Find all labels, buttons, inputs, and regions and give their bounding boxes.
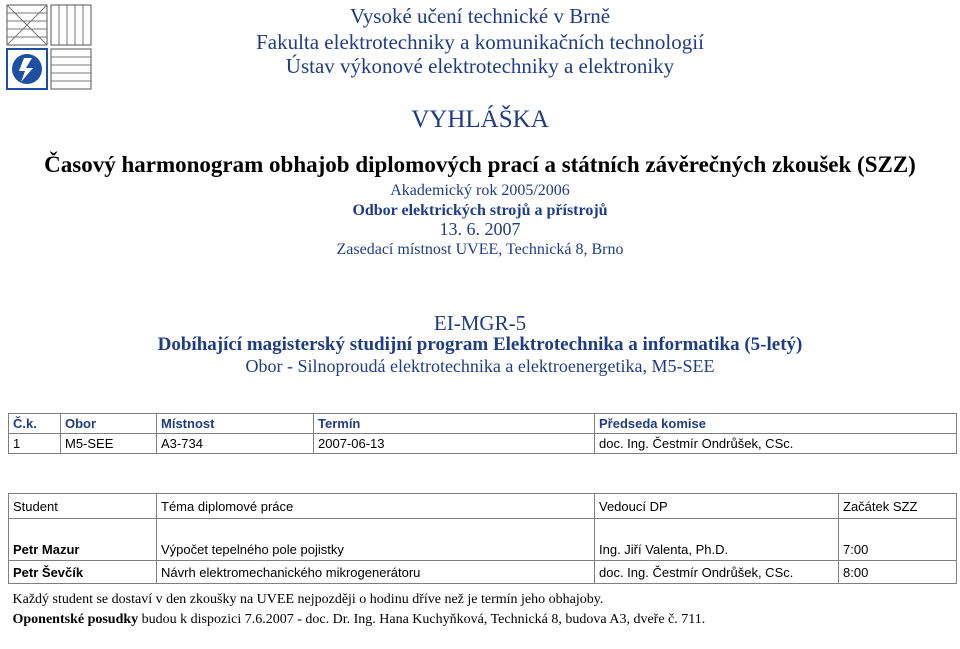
footer-reviews-label: Oponentské posudky (12, 612, 139, 627)
students-header-row (9, 494, 957, 519)
cell-topic: Výpočet tepelného pole pojistky (157, 539, 595, 561)
header-supervisor: Vedoucí DP (595, 494, 839, 519)
document-type: VYHLÁŠKA (411, 106, 549, 133)
program-name: Dobíhající magisterský studijní program Elektrotechnika a informatika (5-letý) (157, 334, 803, 355)
cell-supervisor: doc. Ing. Čestmír Ondrůšek, CSc. (595, 561, 839, 584)
table-row (9, 539, 957, 561)
academic-year: Akademický rok 2005/2006 (390, 182, 570, 199)
header-start: Začátek SZZ (839, 494, 957, 519)
header-termin: Termín (314, 414, 595, 434)
university-name: Vysoké učení technické v Brně (349, 4, 611, 28)
cell-supervisor: Ing. Jiří Valenta, Ph.D. (595, 539, 839, 561)
cell-topic: Návrh elektromechanického mikrogenerátoru (157, 561, 595, 584)
footer-reviews (13, 610, 957, 630)
students-table (8, 493, 957, 647)
exam-date: 13. 6. 2007 (439, 219, 521, 239)
spacer-cell (157, 519, 595, 540)
cell-obor: M5-SEE (61, 434, 157, 454)
spacer-cell (839, 519, 957, 540)
header-topic: Téma diplomové práce (157, 494, 595, 519)
header-obor: Obor (61, 414, 157, 434)
header-predseda: Předseda komise (595, 414, 957, 434)
exam-room: Zasedací místnost UVEE, Technická 8, Brno (336, 241, 624, 258)
cell-termin: 2007-06-13 (314, 434, 595, 454)
commission-row (9, 434, 957, 454)
cell-student: Petr Mazur (9, 539, 157, 561)
table-row (9, 561, 957, 584)
cell-ck: 1 (9, 434, 61, 454)
commission-table (8, 413, 957, 454)
commission-header-row (9, 414, 957, 434)
footer-reviews-text: budou k dispozici 7.6.2007 - doc. Dr. Ing. Hana Kuchyňková, Technická 8, budova A3, dveře č. 711. (138, 612, 706, 627)
faculty-name: Fakulta elektrotechniky a komunikačních technologií (256, 30, 704, 54)
header-student: Student (9, 494, 157, 519)
cell-predseda: doc. Ing. Čestmír Ondrůšek, CSc. (595, 434, 957, 454)
department-name: Odbor elektrických strojů a přístrojů (352, 202, 608, 219)
footer-row (9, 584, 957, 648)
header-ck: Č.k. (9, 414, 61, 434)
program-code: EI-MGR-5 (433, 311, 527, 335)
spacer-row (9, 519, 957, 540)
institute-name: Ústav výkonové elektrotechniky a elektroniky (285, 54, 675, 78)
spacer-cell (595, 519, 839, 540)
footer-note: Každý student se dostaví v den zkoušky na UVEE nejpozději o hodinu dříve než je termín jeho obhajoby. (12, 592, 604, 607)
header-mistnost: Místnost (157, 414, 314, 434)
cell-start: 7:00 (839, 539, 957, 561)
program-branch: Obor - Silnoproudá elektrotechnika a elektroenergetika, M5-SEE (245, 356, 715, 376)
footer-cell (9, 584, 957, 648)
spacer-cell (9, 519, 157, 540)
cell-mistnost: A3-734 (157, 434, 314, 454)
cell-start: 8:00 (839, 561, 957, 584)
cell-student: Petr Ševčík (9, 561, 157, 584)
document-title: Časový harmonogram obhajob diplomových prací a státních závěrečných zkoušek (SZZ) (44, 152, 916, 177)
